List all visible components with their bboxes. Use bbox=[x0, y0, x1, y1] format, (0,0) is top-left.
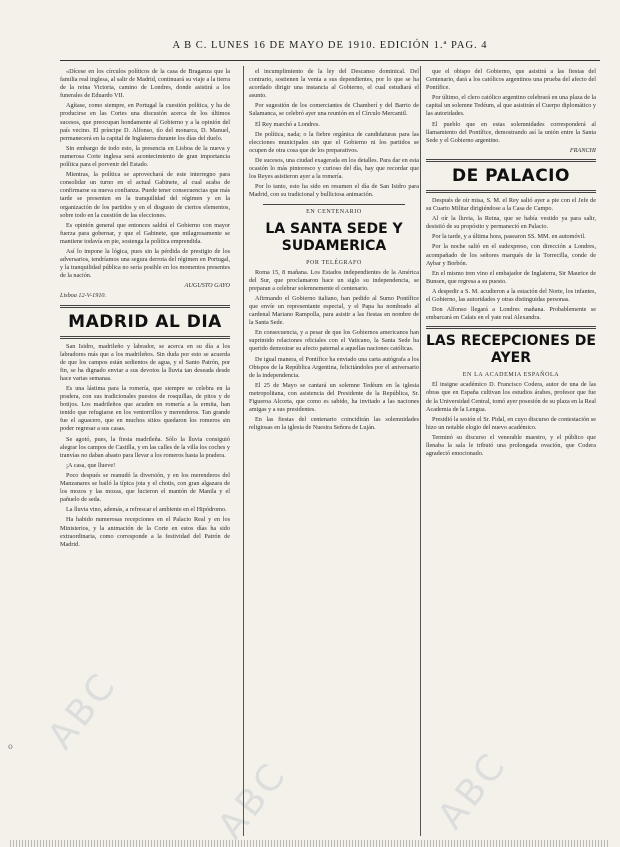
fold-mark: o bbox=[8, 742, 13, 751]
headline-santa-sede: LA SANTA SEDE Y SUDAMERICA bbox=[265, 220, 403, 254]
archive-watermark: ABC bbox=[430, 744, 516, 837]
article-paragraph: Sin embargo de todo esto, la presencia en Lisboa de la nueva y numerosa Corte inglesa será acontecimiento de gran importancia política para el porvenir del Estado. bbox=[60, 144, 230, 169]
article-paragraph: La lluvia vino, además, a refrescar el ambiente en el Hipódromo. bbox=[66, 506, 227, 514]
article-paragraph: En el mismo tren vino el embajador de Inglaterra, Sir Maurice de Bunsen, que regresa a su puesto. bbox=[426, 269, 596, 285]
article-paragraph: Agítase, como siempre, en Portugal la cuestión política, y ha de producirse en las Cortes una discusión acerca de los últimos sucesos, que preocupan hondamente al Gobierno y a la opinión del país vecino. El príncipe D. Alfonso, tío del monarca, D. Manuel, permanecerá en la capital de Inglaterra durante los días del duelo. bbox=[60, 102, 230, 142]
author-signature: FRANCHI bbox=[569, 146, 596, 154]
article-paragraph: En consecuencia, y a pesar de que los Gobiernos americanos han suprimido relaciones oficiales con el Vaticano, la Santa Sede ha querido demostrar su afecto paternal a aquellas naciones católicas. bbox=[249, 329, 419, 353]
article-paragraph: Es opinión general que entonces saldrá el Gobierno con mayor fuerza para gobernar, y que el Gabinete, que milagrosamente se mantiene todavía en pie, sostenga la política emprendida. bbox=[60, 221, 230, 245]
dateline: Lisboa 12-V-1910. bbox=[60, 292, 107, 300]
article-paragraph: Por lo tanto, esto ha sido en resumen el día de San Isidro para Madrid, con su tradicional y bulliciosa animación. bbox=[249, 183, 419, 199]
archive-watermark: ABC bbox=[40, 664, 126, 757]
article-paragraph: «Dícese en los círculos políticos de la casa de Braganza que la familia real inglesa, al salir de Madrid, continuará su viaje a la tierra de la reina Victoria, camino de Londres, donde asistirá a los funerales de Eduardo VII. bbox=[60, 68, 230, 100]
section-kicker: EN CENTENARIO bbox=[306, 209, 362, 216]
archive-watermark: ABC bbox=[210, 754, 296, 847]
article-paragraph: De sucesos, una ciudad exagerada en los detalles. Para dar en esta ocasión lo más pintoresco y curioso del día, hay que recordar que los Reyes asistieron ayer a la romería. bbox=[249, 156, 419, 181]
author-signature: AUGUSTO GAYO bbox=[184, 282, 230, 290]
article-paragraph: Don Alfonso llegará a Londres mañana. Probablemente se embarcará en Calais en el yate real Alexandra. bbox=[426, 306, 596, 322]
column-1 bbox=[60, 68, 230, 838]
article-paragraph: Por sugestión de los comerciantes de Chamberí y del Barrio de Salamanca, se celebró ayer una reunión en el Círculo Mercantil. bbox=[249, 102, 419, 118]
article-paragraph: Ha habido numerosas recepciones en el Palacio Real y en los Ministerios, y la animación de la Corte en estos días ha sido extraordinaria, como corresponde a la festividad del Patrón de Madrid. bbox=[60, 516, 230, 548]
section-divider bbox=[426, 159, 596, 162]
article-paragraph: Por la noche salió en el sudexpreso, con dirección a Londres, acompañado de los señores marqués de la Torrecilla, conde de Aybar y Borbón. bbox=[426, 243, 596, 267]
headline-recepciones: LAS RECEPCIONES DE AYER bbox=[426, 333, 596, 367]
section-divider bbox=[263, 204, 405, 205]
column-divider-2 bbox=[420, 66, 421, 836]
article-paragraph: El 25 de Mayo se cantará un solemne Tedéum en la iglesia metropolitana, con asistencia del Presidente de la República, Sr. Figueroa Alcorta, que como es sabido, ha invitado a las naciones amigas y a sus presidentes. bbox=[249, 381, 419, 414]
article-paragraph: El pueblo que en estas solemnidades corresponderá al llamamiento del Pontífice, demostrando así la unión entre la Santa Sede y el Gobierno argentino. bbox=[426, 120, 596, 144]
article-paragraph: Afirmando el Gobierno italiano, han pedido al Sumo Pontífice que envíe un representante especial, y el Papa ha nombrado al cardenal Mariano Rampolla, para asistir a las fiestas en nombre de la Santa Sede. bbox=[249, 294, 419, 327]
article-paragraph: Por la tarde, y a última hora, pasearon SS. MM. en automóvil. bbox=[432, 233, 586, 241]
section-divider bbox=[60, 305, 230, 308]
article-paragraph: De igual manera, el Pontífice ha enviado una carta autógrafa a los Obispos de la República Argentina, felicitándoles por el aniversario de la independencia. bbox=[249, 355, 419, 379]
headline-de-palacio: DE PALACIO bbox=[452, 165, 570, 186]
section-divider bbox=[60, 336, 230, 339]
article-paragraph: Roma 15, 8 mañana. Los Estados independientes de la América del Sur, que proclamaron hace un siglo su independencia, se preparan a celebrar solemnemente el centenario. bbox=[249, 268, 419, 292]
article-paragraph: En las fiestas del centenario coincidirán las solemnidades religiosas en la iglesia de Nuestra Señora de Luján. bbox=[249, 416, 419, 432]
microfilm-footer-strip bbox=[10, 840, 610, 847]
article-paragraph: el incumplimiento de la ley del Descanso dominical. Del contrario, sostienen la venta a sus dependientes, por lo que se ha acordado dirigir una instancia al Gobierno, el cual estudiará el asunto. bbox=[249, 68, 419, 100]
article-paragraph: Es una lástima para la romería, que siempre se celebra en la pradera, con sus tradicionales puestos de rosquillas, de pitos y de botijos. Los madrileños que acuden en romería a la ermita, han tenido que refugiarse en los ventorrillos y merenderos. Tan grande fue el aguacero, que en muchos sitios quedaron los romeros sin poder regresar a sus casas. bbox=[60, 385, 230, 433]
column-3 bbox=[426, 68, 596, 838]
article-paragraph: San Isidro, madrileño y labrador, se acerca en su día a los labradores más que a los madrileños. Sin duda por esto se acuerda de que los campos están sedientos de agua, y el Santo Patrón, por fin, se ha dignado enviar a sus devotos la lluvia tan deseada desde hace varias semanas. bbox=[60, 342, 230, 382]
headline-madrid-al-dia: MADRID AL DIA bbox=[68, 311, 222, 332]
article-paragraph: Terminó su discurso el venerable maestro, y el público que llenaba la sala le tributó una prolongada ovación, que Codera agradeció emocionado. bbox=[426, 433, 596, 458]
byline: POR TELÉGRAFO bbox=[306, 259, 362, 266]
article-paragraph: A despedir a S. M. acudieron a la estación del Norte, los infantes, el Gobierno, las autoridades y otras distinguidas personas. bbox=[426, 287, 596, 303]
article-paragraph: que el obispo del Gobierno, que asistirá a las fiestas del Centenario, dará a los católicos argentinos una prueba del afecto del Pontífice. bbox=[426, 68, 596, 92]
section-kicker: EN LA ACADEMIA ESPAÑOLA bbox=[462, 372, 560, 379]
article-paragraph: Al oír la lluvia, la Reina, que se había vestido ya para salir, desistió de su propósito y permaneció en Palacio. bbox=[426, 215, 596, 231]
article-paragraph: Poco después se reanudó la diversión, y en los merenderos del Manzanares se bailó la típica jota y el chotis, con gran algazara de los mozos y las mozas, que lucieron el mantón de Manila y el pañuelo de seda. bbox=[60, 471, 230, 504]
page-header: A B C. LUNES 16 DE MAYO DE 1910. EDICIÓN 1.ª PAG. 4 bbox=[172, 40, 488, 51]
article-paragraph: El Rey marchó a Londres. bbox=[255, 120, 320, 128]
article-paragraph: ¡A casa, que llueve! bbox=[66, 461, 116, 469]
section-divider bbox=[426, 326, 596, 329]
column-2 bbox=[249, 68, 419, 838]
article-paragraph: Presidió la sesión el Sr. Pidal, en cuyo discurso de contestación se hizo un notable elogio del nuevo académico. bbox=[426, 415, 596, 431]
section-divider bbox=[426, 190, 596, 193]
column-divider-1 bbox=[243, 66, 244, 836]
article-paragraph: Se agotó, pues, la fiesta madrileña. Sólo la lluvia consiguió alegrar los campos de Castilla, y en las calles de la villa los coches y tranvías no daban abasto para llevar a los romeros hasta la pradera. bbox=[60, 435, 230, 459]
header-rule bbox=[60, 60, 600, 61]
article-paragraph: Por último, el clero católico argentino celebrará en una plaza de la capital un solemne Tedéum, al que asistirán el Cuerpo diplomático y las autoridades. bbox=[426, 94, 596, 118]
article-paragraph: El insigne académico D. Francisco Codera, autor de una de las obras que en España cultivan los estudios árabes, profesor que fue de la Universidad Central, tomó ayer posesión de su plaza en la Real Academia de la Lengua. bbox=[426, 381, 596, 413]
article-paragraph: Mientras, la política se aprovechará de este interregno para consolidar un turno en el actual Gabinete, al cual acaba de confirmarse su nueva confianza. Puede tener consecuencias que más tarde se presenten en la tranquilidad del régimen y en la organización de los partidos y en el disgusto de ciertos elementos, sobre todo en la cuestión de las elecciones. bbox=[60, 171, 230, 219]
article-paragraph: Después de oír misa, S. M. el Rey salió ayer a pie con el Jefe de su Cuarto Militar dirigiéndose a la Casa de Campo. bbox=[426, 196, 596, 213]
article-paragraph: De política, nada; o la fiebre orgánica de candidaturas para las elecciones municipales sin que el Gobierno ni los partidos se ocupen de otra cosa que de los preparativos. bbox=[249, 130, 419, 154]
article-paragraph: Así lo impone la lógica, pues sin la pérdida de prestigio de los adversarios, tendríamos una segura derrota del régimen en Portugal, y la tranquilidad pública no sería posible en los momentos presentes de la nación. bbox=[60, 247, 230, 280]
